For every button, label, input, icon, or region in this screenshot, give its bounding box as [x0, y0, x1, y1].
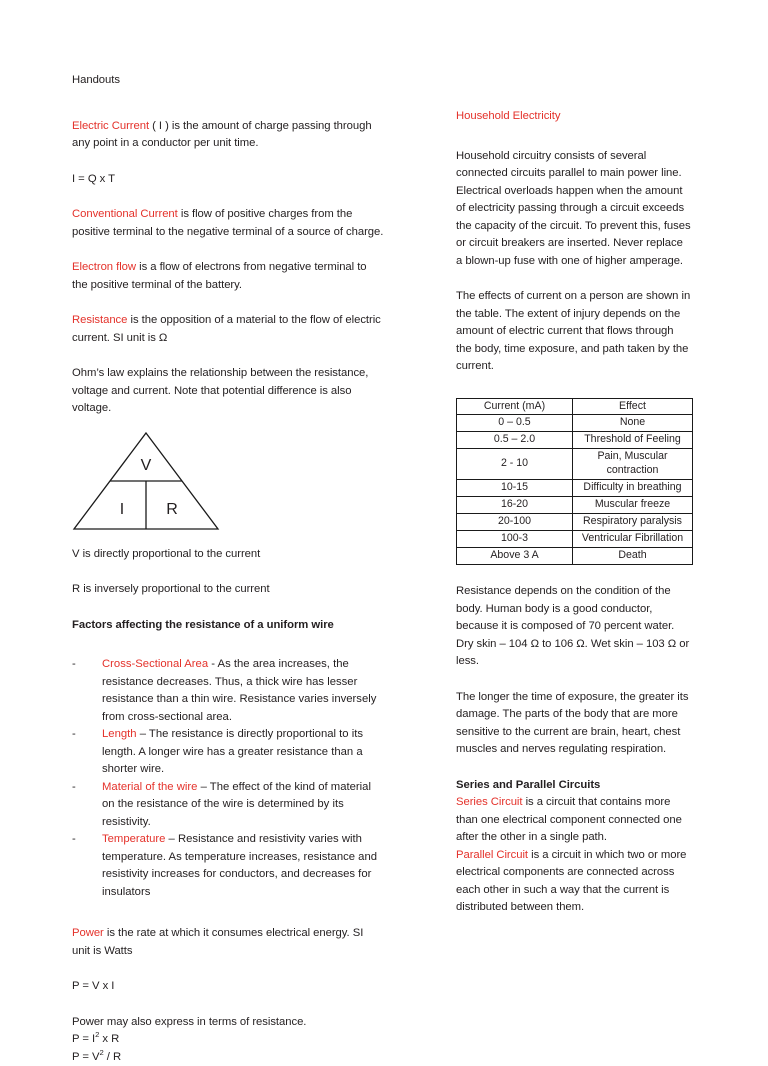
factor-temperature — [72, 831, 384, 901]
table-cell-current: 0.5 – 2.0 — [457, 432, 573, 449]
triangle-label-resistance: R — [166, 501, 178, 518]
factor-term-length: Length — [102, 728, 137, 740]
table-cell-current: 100-3 — [457, 531, 573, 548]
table-row — [457, 449, 693, 480]
statement-resistance-proportional: R is inversely proportional to the current — [72, 581, 384, 599]
table-cell-effect: Muscular freeze — [573, 497, 693, 514]
factor-term-temperature: Temperature — [102, 833, 165, 845]
table-row — [457, 497, 693, 514]
factor-term-material-of-the-wire: Material of the wire — [102, 781, 197, 793]
table-cell-current: 2 - 10 — [457, 449, 573, 480]
list-dash-marker: - — [72, 831, 76, 849]
formula-power-i2r-prefix: P = I — [72, 1033, 95, 1045]
table-row — [457, 432, 693, 449]
table-cell-effect: Pain, Muscular contraction — [573, 449, 693, 480]
formula-power-vi: P = V x I — [72, 978, 384, 996]
definition-parallel-circuit-body: is a circuit in which two or more electrical components are connected across each other in such a way that the current is distributed between them. — [456, 849, 686, 914]
triangle-label-voltage: V — [141, 457, 152, 474]
triangle-label-current: I — [120, 501, 124, 518]
table-cell-current: Above 3 A — [457, 548, 573, 565]
definition-parallel-circuit — [456, 847, 692, 917]
definition-series-circuit-body: is a circuit that contains more than one electrical component connected one after the other in a single path. — [456, 796, 682, 843]
definition-electric-current-body: ( I ) is the amount of charge passing through any point in a conductor per unit time. — [72, 120, 372, 150]
term-electron-flow: Electron flow — [72, 261, 136, 273]
table-cell-effect: Ventricular Fibrillation — [573, 531, 693, 548]
definition-resistance — [72, 312, 384, 347]
term-conventional-current: Conventional Current — [72, 208, 178, 220]
ohms-law-paragraph: Ohm’s law explains the relationship between the resistance, voltage and current. Note that potential difference is also voltage. — [72, 365, 384, 418]
household-electricity-heading: Household Electricity — [456, 108, 692, 126]
table-cell-current: 16-20 — [457, 497, 573, 514]
definition-power — [72, 925, 384, 960]
factor-length — [72, 726, 384, 779]
list-dash-marker: - — [72, 726, 76, 744]
power-resistance-note: Power may also express in terms of resistance. — [72, 1014, 384, 1032]
factor-body-cross-sectional-area: - As the area increases, the resistance decreases. Thus, a thick wire has lesser resistance than a thin wire. Resistance varies inversely from cross-sectional area. — [102, 658, 376, 723]
definition-series-circuit — [456, 794, 692, 847]
ohms-law-triangle-diagram — [72, 430, 222, 532]
formula-power-i2r-suffix: x R — [99, 1033, 119, 1045]
definition-conventional-current — [72, 206, 384, 241]
list-dash-marker: - — [72, 656, 76, 674]
table-row — [457, 548, 693, 565]
definition-conventional-current-body: is flow of positive charges from the positive terminal to the negative terminal of a source of charge. — [72, 208, 383, 238]
effects-of-current-paragraph: The effects of current on a person are shown in the table. The extent of injury depends on the amount of electric current that flows through the body, time exposure, and path taken by the current. — [456, 288, 692, 376]
factor-body-material-of-the-wire: – The effect of the kind of material on the resistance of the wire is determined by its resistivity. — [102, 781, 371, 828]
table-cell-effect: Difficulty in breathing — [573, 480, 693, 497]
factors-list — [72, 656, 384, 901]
formula-power-i2r-exponent: 2 — [95, 1030, 99, 1039]
factor-term-cross-sectional-area: Cross-Sectional Area — [102, 658, 208, 670]
table-row — [457, 514, 693, 531]
factor-material-of-the-wire — [72, 779, 384, 832]
factor-cross-sectional-area — [72, 656, 384, 726]
table-header-current: Current (mA) — [457, 398, 573, 415]
household-electricity-paragraph: Household circuitry consists of several connected circuits parallel to main power line. Electrical overloads happen when the amount of electricity passing through a circuit exceeds the capacity of the circuit. To prevent this, fuses or circuit breakers are inserted. Never replace a blown-up fuse with one of higher amperage. — [456, 148, 692, 271]
formula-power-i2r — [72, 1031, 384, 1049]
table-cell-effect: None — [573, 415, 693, 432]
definition-power-body: is the rate at which it consumes electrical energy. SI unit is Watts — [72, 927, 363, 957]
left-column — [72, 72, 384, 1066]
factors-heading: Factors affecting the resistance of a uniform wire — [72, 617, 384, 635]
formula-power-v2r-prefix: P = V — [72, 1051, 100, 1063]
definition-electron-flow-body: is a flow of electrons from negative terminal to the positive terminal of the battery. — [72, 261, 367, 291]
series-parallel-heading: Series and Parallel Circuits — [456, 777, 692, 795]
exposure-time-paragraph: The longer the time of exposure, the greater its damage. The parts of the body that are more sensitive to the current are brain, heart, chest muscles and nerves regulating respiration. — [456, 689, 692, 759]
term-parallel-circuit: Parallel Circuit — [456, 849, 528, 861]
definition-electric-current — [72, 118, 384, 153]
term-electric-current: Electric Current — [72, 120, 149, 132]
table-row — [457, 531, 693, 548]
triangle-svg — [72, 430, 222, 532]
table-header-effect: Effect — [573, 398, 693, 415]
document-title: Handouts — [72, 72, 384, 90]
formula-current: I = Q x T — [72, 171, 384, 189]
formula-power-v2r-suffix: / R — [104, 1051, 121, 1063]
table-cell-current: 0 – 0.5 — [457, 415, 573, 432]
factor-body-temperature: – Resistance and resistivity varies with temperature. As temperature increases, resistance and resistivity increases for conductors, and decreases for insulators — [102, 833, 377, 898]
right-column — [456, 108, 692, 917]
table-row — [457, 415, 693, 432]
term-power: Power — [72, 927, 104, 939]
definition-resistance-body: is the opposition of a material to the flow of electric current. SI unit is Ω — [72, 314, 381, 344]
table-cell-current: 20-100 — [457, 514, 573, 531]
statement-voltage-proportional: V is directly proportional to the current — [72, 546, 384, 564]
table-cell-effect: Threshold of Feeling — [573, 432, 693, 449]
table-cell-current: 10-15 — [457, 480, 573, 497]
formula-power-v2r-exponent: 2 — [100, 1048, 104, 1057]
table-cell-effect: Respiratory paralysis — [573, 514, 693, 531]
table-row — [457, 480, 693, 497]
table-cell-effect: Death — [573, 548, 693, 565]
formula-power-v2r — [72, 1049, 384, 1066]
definition-electron-flow — [72, 259, 384, 294]
term-series-circuit: Series Circuit — [456, 796, 522, 808]
list-dash-marker: - — [72, 779, 76, 797]
body-resistance-paragraph: Resistance depends on the condition of the body. Human body is a good conductor, because it is composed of 70 percent water. Dry skin – 104 Ω to 106 Ω. Wet skin – 103 Ω or less. — [456, 583, 692, 671]
factor-body-length: – The resistance is directly proportional to its length. A longer wire has a greater resistance than a shorter wire. — [102, 728, 363, 775]
current-effects-table — [456, 398, 693, 566]
table-header-row — [457, 398, 693, 415]
term-resistance: Resistance — [72, 314, 127, 326]
